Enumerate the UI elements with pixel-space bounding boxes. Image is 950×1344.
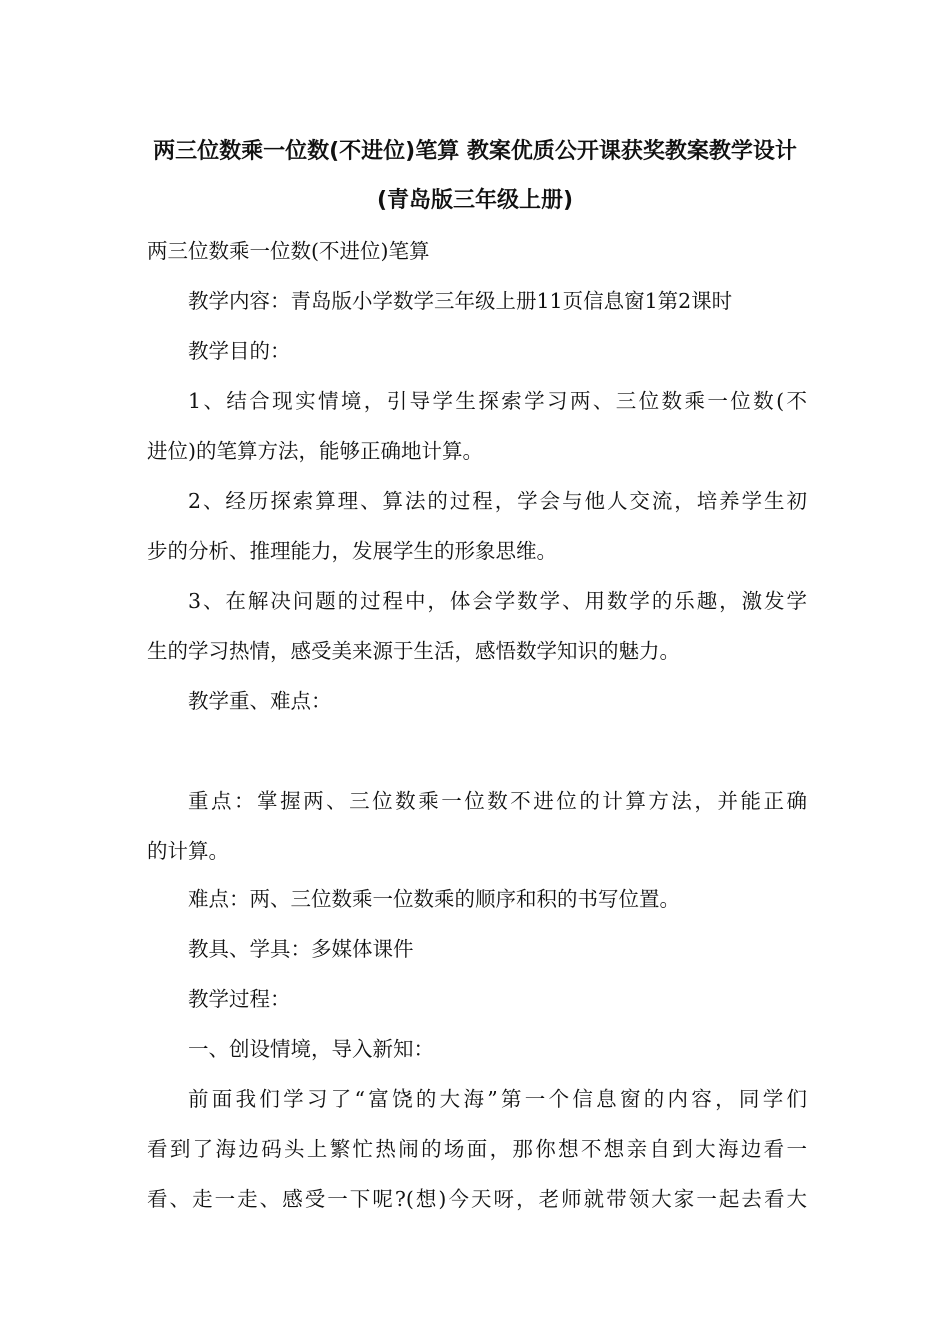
goal-2-line-1: 2、经历探索算理、算法的过程，学会与他人交流，培养学生初: [188, 489, 807, 513]
goal-1-paragraph: [147, 376, 807, 476]
document-title-line1: 两三位数乘一位数(不进位)笔算 教案优质公开课获奖教案教学设计: [153, 139, 797, 164]
goal-2-line-2: 步的分析、推理能力，发展学生的形象思维。: [147, 539, 557, 563]
difficulty-point: 难点：两、三位数乘一位数乘的顺序和积的书写位置。: [188, 887, 680, 911]
intro-line-3: 看、走一走、感受一下呢?(想)今天呀，老师就带领大家一起去看大: [147, 1187, 807, 1211]
goal-1-line-1: 1、结合现实情境，引导学生探索学习两、三位数乘一位数(不: [188, 389, 807, 413]
goal-3-line-2: 生的学习热情，感受美来源于生活，感悟数学知识的魅力。: [147, 639, 680, 663]
document-title-line2: (青岛版三年级上册): [376, 188, 574, 213]
goal-1-line-2: 进位)的笔算方法，能够正确地计算。: [147, 439, 483, 463]
intro-line-2: 看到了海边码头上繁忙热闹的场面，那你想不想亲自到大海边看一: [147, 1137, 807, 1161]
key-point-paragraph: [147, 776, 807, 876]
key-point-line-1: 重点：掌握两、三位数乘一位数不进位的计算方法，并能正确: [188, 789, 807, 813]
goals-heading: 教学目的：: [188, 339, 291, 363]
intro-paragraph: [147, 1074, 807, 1224]
teaching-tools: 教具、学具：多媒体课件: [188, 937, 414, 961]
goal-3-paragraph: [147, 576, 807, 676]
goal-3-line-1: 3、在解决问题的过程中，体会学数学、用数学的乐趣，激发学: [188, 589, 807, 613]
step-1-heading: 一、创设情境，导入新知：: [188, 1037, 434, 1061]
teaching-content: 教学内容：青岛版小学数学三年级上册11页信息窗1第2课时: [188, 289, 733, 313]
intro-line-1: 前面我们学习了“富饶的大海”第一个信息窗的内容，同学们: [188, 1087, 807, 1111]
lesson-subtitle: 两三位数乘一位数(不进位)笔算: [147, 239, 430, 263]
goal-2-paragraph: [147, 476, 807, 576]
key-difficulty-heading: 教学重、难点：: [188, 689, 332, 713]
process-heading: 教学过程：: [188, 987, 291, 1011]
key-point-line-2: 的计算。: [147, 839, 229, 863]
